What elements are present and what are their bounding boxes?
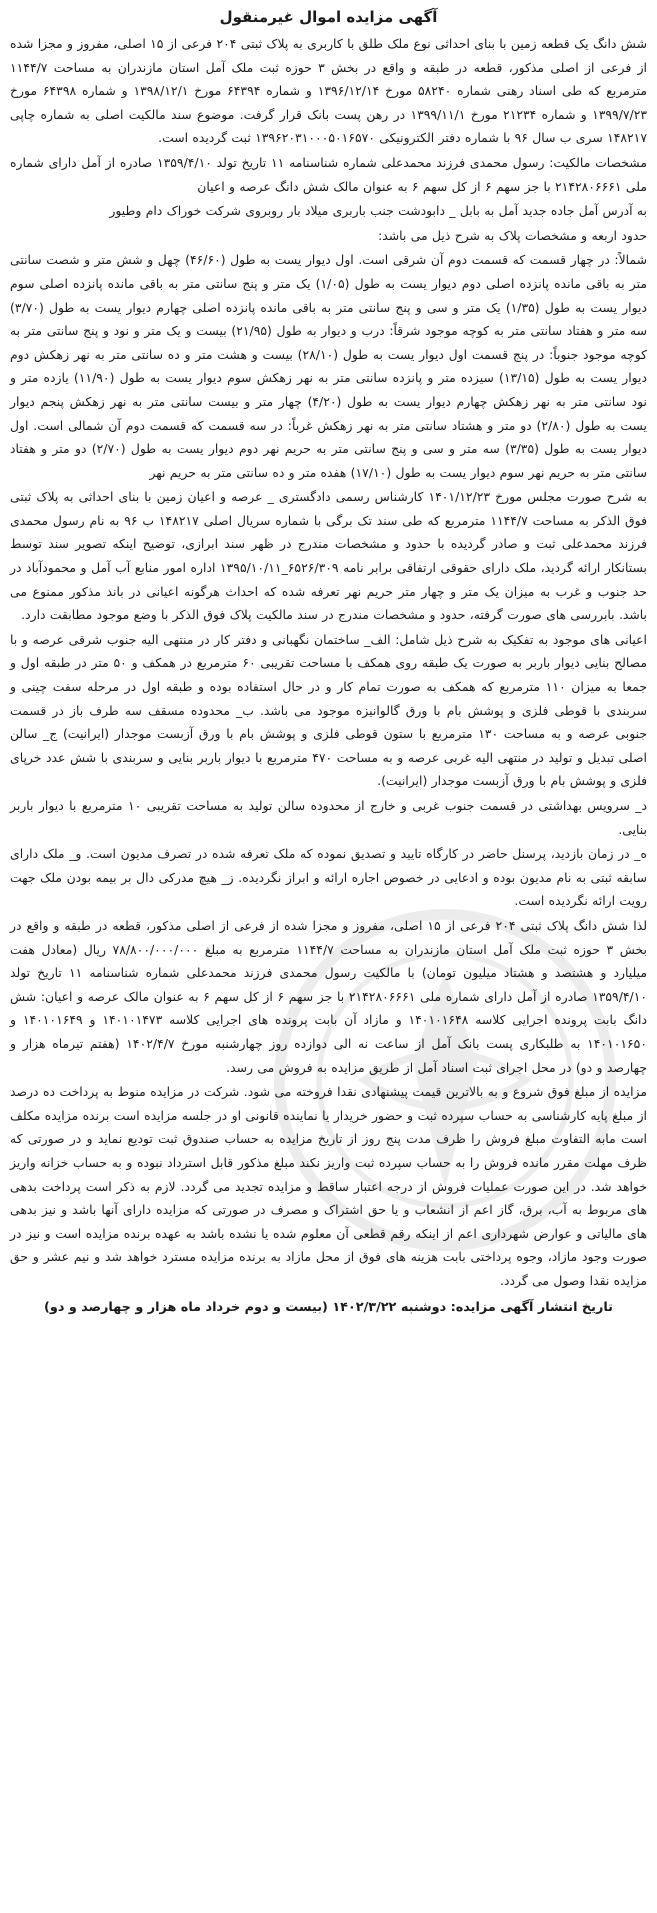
paragraph-auction-details: لذا شش دانگ پلاک ثبتی ۲۰۴ فرعی از ۱۵ اصلی، مفروز و مجزا شده از فرعی از اصلی مذکور، قطعه در طبقه و واقع در بخش ۳ حوزه ثبت ملک آمل استان مازندران به مساحت ۱۱۴۴/۷ مترمربع به مبلغ ۷۸/۸۰۰/۰۰۰/۰۰۰ ریال (معادل هفت میلیارد و هشتصد و هشتاد میلیون تومان) با مالکیت رسول محمدی فرزند محمدعلی شماره شناسنامه ۱۱ تاریخ تولد ۱۳۵۹/۴/۱۰ صادره از آمل دارای شماره ملی ۲۱۴۲۸۰۶۶۶۱ با جز سهم ۶ از کل سهم ۶ به عنوان مالک عرصه و اعیان: شش دانگ بابت پرونده اجرایی کلاسه ۱۴۰۱۰۱۶۴۸ و مازاد آن بابت پرونده های اجرایی کلاسه ۱۴۰۱۰۱۴۷۳ و ۱۴۰۱۰۱۶۴۹ و ۱۴۰۱۰۱۶۵۰ به طلبکاری پست بانک آمل از ساعت نه الی دوازده روز چهارشنبه مورخ ۱۴۰۲/۴/۷ (هفتم تیرماه هزار و چهارصد و دو) در محل اجرای ثبت اسناد آمل از طریق مزایده به فروش می رسد. [10, 917, 648, 1075]
paragraph-auction-terms: مزایده از مبلغ فوق شروع و به بالاترین قیمت پیشنهادی نقدا فروخته می شود. شرکت در مزایده منوط به پرداخت ده درصد از مبلغ پایه کارشناسی به حساب سپرده ثبت و حضور خریدار یا نماینده قانونی او در جلسه مزایده است برنده مزایده مکلف است مابه التفاوت مبلغ فروش را ظرف مدت پنج روز از تاریخ مزایده به حساب صندوق ثبت تودیع نماید و در صورتی که ظرف مهلت مقرر مانده فروش را به حساب سپرده ثبت واریز نکند مبلغ مذکور قابل استرداد نبوده و به حساب خزانه واریز خواهد شد. در این صورت عملیات فروش از درجه اعتبار ساقط و مزایده تجدید می گردد. لازم به ذکر است پرداخت بدهی های مربوط به آب، برق، گاز اعم از انشعاب و یا حق اشتراک و مصرف در صورتی که مزایده دارای آنها باشد و نیز بدهی های مالیاتی و عوارض شهرداری اعم از اینکه رقم قطعی آن معلوم شده یا نشده باشد به عهده برنده مزایده است و نیز در صورت وجود مازاد، وجوه پرداختی بابت هزینه های فوق از محل مازاد به برنده مزایده مسترد خواهد شد و نیم عشر و حق مزایده نقدا وصول می گردد. [10, 1084, 647, 1288]
notice-title: آگهی مزایده اموال غیرمنقول [219, 8, 438, 26]
paragraph-ownership-details: مشخصات مالکیت: رسول محمدی فرزند محمدعلی شماره شناسنامه ۱۱ تاریخ تولد ۱۳۵۹/۴/۱۰ صادره از آمل دارای شماره ملی ۲۱۴۲۸۰۶۶۶۱ با جز سهم ۶ از کل سهم ۶ به عنوان مالک شش دانگ عرصه و اعیان [10, 154, 647, 194]
paragraph-property-description: شش دانگ یک قطعه زمین با بنای احداثی نوع ملک طلق با کاربری به پلاک ثبتی ۲۰۴ فرعی از ۱۵ اصلی، مفروز و مجزا شده از فرعی از اصلی مذکور، قطعه در طبقه و واقع در بخش ۳ حوزه ثبت ملک آمل استان مازندران به مساحت ۱۱۴۴/۷ مترمربع که طی اسناد رهنی شماره ۵۸۲۴۰ مورخ ۱۳۹۶/۱۲/۱۴ و شماره ۶۴۳۹۴ مورخ ۱۳۹۸/۱۲/۱ و شماره ۶۴۳۹۸ مورخ ۱۳۹۹/۷/۲۳ و شماره ۲۱۲۳۴ مورخ ۱۳۹۹/۱۱/۱ در رهن پست بانک قرار گرفت. موضوع سند مالکیت اصلی به شماره چاپی ۱۴۸۲۱۷ سری ب سال ۹۶ با شماره دفتر الکترونیکی ۱۳۹۶۲۰۳۱۰۰۰۵۰۱۶۵۷۰ ثبت گردیده است. [10, 36, 648, 146]
paragraph-expert-report: به شرح صورت مجلس مورخ ۱۴۰۱/۱۲/۲۳ کارشناس رسمی دادگستری _ عرصه و اعیان زمین با بنای احداثی به پلاک ثبتی فوق الذکر به مساحت ۱۱۴۴/۷ مترمربع که طی سند تک برگی با شماره سریال اصلی ۱۴۸۲۱۷ ب ۹۶ به نام رسول محمدی فرزند محمدعلی ثبت و صادر گردیده با حدود و مشخصات مندرج در ظهر سند ابرازی، توضیح اینکه تصویر سند توسط بستانکار ارائه گردید، ملک دارای حقوقی ارتفاقی برابر نامه ۶۵۲۶/۳۰۹_۱۳۹۵/۱۰/۱۱ اداره امور منابع آب آمل و محمودآباد در حد جنوب و غرب به میزان یک متر و چهار متر حریم نهر تعرفه شده که احداث هرگونه اعیانی در باند مذکور ممنوع می باشد. بابررسی های صورت گرفته، حدود و مشخصات مندرج در سند مالکیت پلاک فوق الذکر با وضع موجود مطابقت دارد. [10, 489, 647, 623]
paragraph-boundaries: شمالاً: در چهار قسمت که قسمت دوم آن شرقی است. اول دیوار یست به طول (۴۶/۶۰) چهل و شش متر و شصت سانتی متر به باقی مانده پانزده اصلی دوم دیوار یست به طول (۱/۰۵) یک متر و پنج سانتی متر به باقی مانده پانزده اصلی سوم دیوار یست به طول (۱/۳۵) یک متر و سی و پنج سانتی متر به باقی مانده پانزده اصلی چهارم دیوار یست به طول (۳/۷۰) سه متر و هفتاد سانتی متر به کوچه موجود شرقاً: درب و دیوار به طول (۲۱/۹۵) بیست و یک متر و نود و پنج سانتی متر به کوچه موجود جنوباً: در پنج قسمت اول دیوار یست به طول (۲۸/۱۰) بیست و هشت متر و ده سانتی متر به نهر زهکش دوم دیوار یست به طول (۱۳/۱۵) سیزده متر و پانزده سانتی متر به نهر زهکش سوم دیوار یست به طول (۱۱/۹۰) یازده متر و نود سانتی متر به نهر زهکش چهارم دیوار یست به طول (۴/۲۰) چهار متر و بیست سانتی متر به نهر زهکش پنجم دیوار یست به طول (۲/۸۰) دو متر و هشتاد سانتی متر به نهر زهکش غرباً: در سه قسمت که قسمت دوم آن شمالی است. اول دیوار یست به طول (۳/۳۵) سه متر و سی و پنج سانتی متر به حریم نهر دوم دیوار یست به طول (۲/۷۰) دو متر و هفتاد سانتی متر به حریم نهر سوم دیوار یست به طول (۱۷/۱۰) هفده متر و ده سانتی متر به حریم نهر [10, 252, 648, 480]
paragraph-visit-notes: ه_ در زمان بازدید، پرسنل حاضر در کارگاه تایید و تصدیق نموده که ملک تعرفه شده در تصرف مدیون است. و_ ملک دارای سابقه ثبتی به نام مدیون بوده و ادعایی در خصوص اجاره ارائه و ابراز نگردیده. ز_ هیچ مدرکی دال بر بیمه بودن ملک جهت رویت ارائه نگردیده است. [10, 846, 647, 909]
paragraph-buildings: اعیانی های موجود به تفکیک به شرح ذیل شامل: الف_ ساختمان نگهبانی و دفتر کار در منتهی الیه جنوب شرقی عرصه و با مصالح بنایی دیوار باربر به صورت یک طبقه روی همکف با مساحت تقریبی ۶۰ مترمربع در همکف و ۵۰ متر در طبقه اول و جمعا به میزان ۱۱۰ مترمربع که همکف به صورت تمام کار و در حال استفاده بوده و طبقه اول در مرحله سفت چینی و سربندی با قوطی فلزی و پوشش بام با ورق گالوانیزه موجود می باشد. ب_ محدوده مسقف سه طرف باز در قسمت جنوبی عرصه و به مساحت ۱۳۰ مترمربع با ستون قوطی فلزی و پوشش بام با ورق آزبست موجدار (ایرانیت) ج_ سالن اصلی تبدیل و تولید در منتهی الیه غربی عرصه و به مساحت ۴۷۰ مترمربع با دیوار باربر بنایی و سربندی با شش عدد خرپای فلزی و پوشش بام با ورق آزبست موجدار (ایرانیت). [10, 631, 648, 789]
paragraph-sanitary: د_ سرویس بهداشتی در قسمت جنوب غربی و خارج از محدوده سالن تولید به مساحت تقریبی ۱۰ مترمربع با دیوار باربر بنایی. [10, 798, 647, 837]
paragraph-boundaries-intro: حدود اربعه و مشخصات پلاک به شرح ذیل می باشد: [378, 227, 647, 243]
paragraph-address: به آدرس آمل جاده جدید آمل به بابل _ دابودشت جنب باربری میلاد بار روبروی شرکت خوراک دام وطیور [109, 203, 647, 219]
publication-date: تاریخ انتشار آگهی مزایده: دوشنبه ۱۴۰۲/۳/۲۲ (بیست و دوم خرداد ماه هزار و چهارصد و دو) [44, 1300, 613, 1316]
